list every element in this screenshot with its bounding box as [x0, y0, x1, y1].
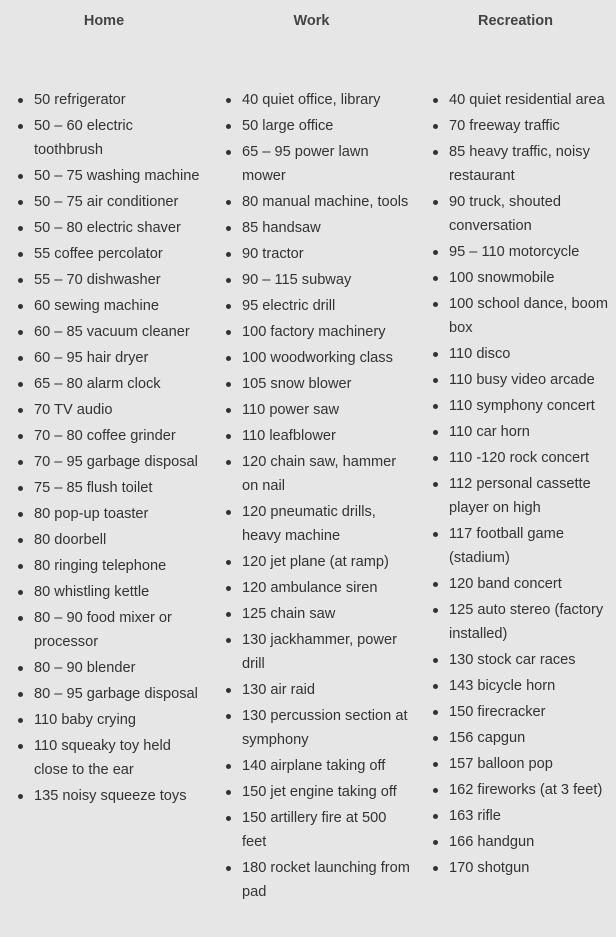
- recreation-items-list: [431, 88, 612, 882]
- list-item: 125 chain saw: [224, 602, 411, 626]
- list-item: 70 – 95 garbage disposal: [16, 450, 204, 474]
- list-item: 130 jackhammer, power drill: [224, 628, 411, 676]
- list-item: 163 rifle: [431, 804, 612, 828]
- list-item: 70 freeway traffic: [431, 114, 612, 138]
- list-item: 166 handgun: [431, 830, 612, 854]
- list-item: 50 – 75 washing machine: [16, 164, 204, 188]
- list-item: 140 airplane taking off: [224, 754, 411, 778]
- list-item: 100 school dance, boom box: [431, 292, 612, 340]
- list-item: 117 football game (stadium): [431, 522, 612, 570]
- list-item: 80 ringing telephone: [16, 554, 204, 578]
- list-item: 75 – 85 flush toilet: [16, 476, 204, 500]
- list-item: 60 sewing machine: [16, 294, 204, 318]
- list-item: 120 chain saw, hammer on nail: [224, 450, 411, 498]
- list-item: 110 squeaky toy held close to the ear: [16, 734, 204, 782]
- list-item: 85 heavy traffic, noisy restaurant: [431, 140, 612, 188]
- list-item: 90 – 115 subway: [224, 268, 411, 292]
- list-item: 80 whistling kettle: [16, 580, 204, 604]
- recreation-column: [415, 0, 616, 937]
- recreation-column-header: Recreation: [478, 13, 553, 29]
- list-item: 55 – 70 dishwasher: [16, 268, 204, 292]
- list-item: 95 – 110 motorcycle: [431, 240, 612, 264]
- list-item: 80 doorbell: [16, 528, 204, 552]
- list-item: 130 stock car races: [431, 648, 612, 672]
- list-item: 55 coffee percolator: [16, 242, 204, 266]
- list-item: 120 pneumatic drills, heavy machine: [224, 500, 411, 548]
- list-item: 80 manual machine, tools: [224, 190, 411, 214]
- list-item: 50 – 60 electric toothbrush: [16, 114, 204, 162]
- list-item: 120 jet plane (at ramp): [224, 550, 411, 574]
- list-item: 135 noisy squeeze toys: [16, 784, 204, 808]
- list-item: 90 tractor: [224, 242, 411, 266]
- list-item: 65 – 80 alarm clock: [16, 372, 204, 396]
- list-item: 156 capgun: [431, 726, 612, 750]
- list-item: 100 snowmobile: [431, 266, 612, 290]
- list-item: 100 factory machinery: [224, 320, 411, 344]
- list-item: 120 band concert: [431, 572, 612, 596]
- list-item: 50 – 80 electric shaver: [16, 216, 204, 240]
- home-items-list: [16, 88, 204, 810]
- list-item: 110 disco: [431, 342, 612, 366]
- list-item: 150 jet engine taking off: [224, 780, 411, 804]
- list-item: 110 symphony concert: [431, 394, 612, 418]
- list-item: 90 truck, shouted conversation: [431, 190, 612, 238]
- list-item: 130 air raid: [224, 678, 411, 702]
- list-item: 110 power saw: [224, 398, 411, 422]
- list-item: 80 – 90 food mixer or processor: [16, 606, 204, 654]
- list-item: 170 shotgun: [431, 856, 612, 880]
- list-item: 110 car horn: [431, 420, 612, 444]
- list-item: 95 electric drill: [224, 294, 411, 318]
- work-column-header: Work: [293, 13, 330, 29]
- list-item: 110 -120 rock concert: [431, 446, 612, 470]
- list-item: 105 snow blower: [224, 372, 411, 396]
- list-item: 110 leafblower: [224, 424, 411, 448]
- list-item: 80 – 90 blender: [16, 656, 204, 680]
- list-item: 157 balloon pop: [431, 752, 612, 776]
- list-item: 60 – 95 hair dryer: [16, 346, 204, 370]
- list-item: 180 rocket launching from pad: [224, 856, 411, 904]
- list-item: 120 ambulance siren: [224, 576, 411, 600]
- list-item: 80 – 95 garbage disposal: [16, 682, 204, 706]
- list-item: 110 baby crying: [16, 708, 204, 732]
- list-item: 162 fireworks (at 3 feet): [431, 778, 612, 802]
- list-item: 70 TV audio: [16, 398, 204, 422]
- list-item: 40 quiet residential area: [431, 88, 612, 112]
- list-item: 100 woodworking class: [224, 346, 411, 370]
- list-item: 50 refrigerator: [16, 88, 204, 112]
- list-item: 50 – 75 air conditioner: [16, 190, 204, 214]
- home-column-header: Home: [83, 13, 125, 29]
- list-item: 150 firecracker: [431, 700, 612, 724]
- list-item: 60 – 85 vacuum cleaner: [16, 320, 204, 344]
- work-column: [208, 0, 415, 937]
- list-item: 40 quiet office, library: [224, 88, 411, 112]
- list-item: 112 personal cassette player on high: [431, 472, 612, 520]
- list-item: 70 – 80 coffee grinder: [16, 424, 204, 448]
- list-item: 85 handsaw: [224, 216, 411, 240]
- list-item: 65 – 95 power lawn mower: [224, 140, 411, 188]
- list-item: 150 artillery fire at 500 feet: [224, 806, 411, 854]
- list-item: 110 busy video arcade: [431, 368, 612, 392]
- home-column: [0, 0, 208, 937]
- list-item: 130 percussion section at symphony: [224, 704, 411, 752]
- list-item: 143 bicycle horn: [431, 674, 612, 698]
- work-items-list: [224, 88, 411, 906]
- list-item: 80 pop-up toaster: [16, 502, 204, 526]
- list-item: 125 auto stereo (factory installed): [431, 598, 612, 646]
- list-item: 50 large office: [224, 114, 411, 138]
